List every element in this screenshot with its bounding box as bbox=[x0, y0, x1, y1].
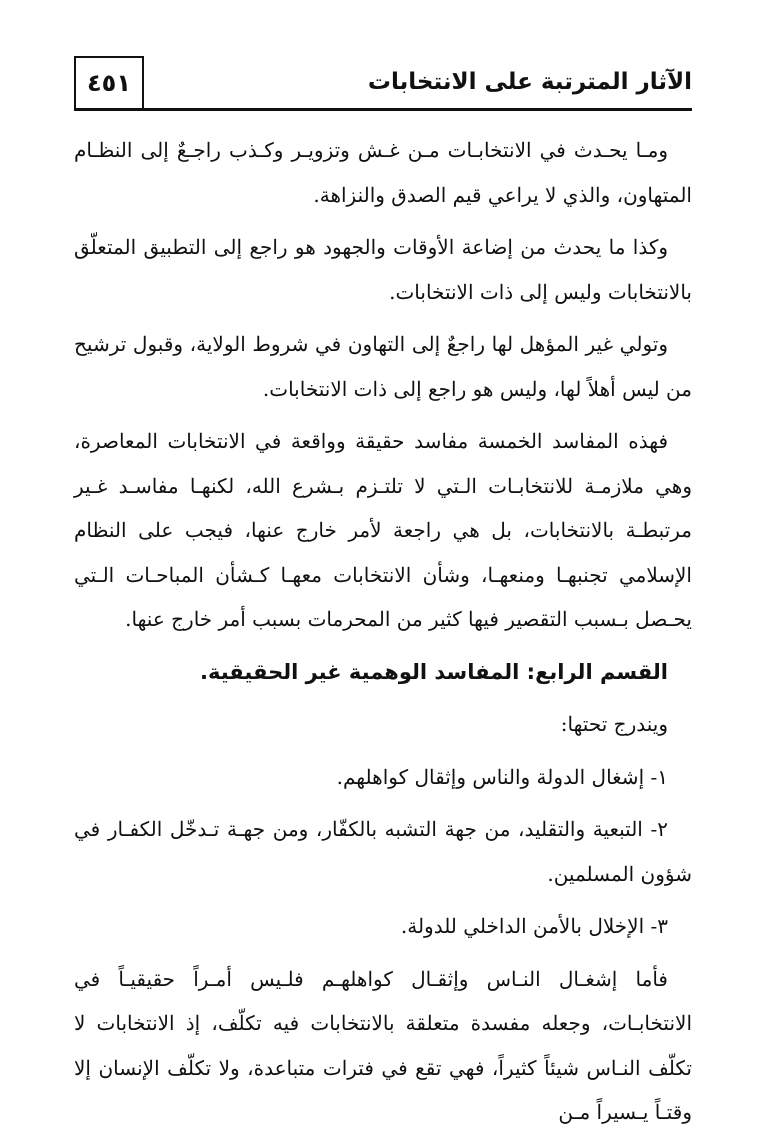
list-item: ١- إشغال الدولة والناس وإثقال كواهلهم. bbox=[336, 764, 668, 789]
header-rule bbox=[74, 108, 692, 111]
section-heading: القسم الرابع: المفاسد الوهمية غير الحقيقية. bbox=[200, 659, 668, 684]
paragraph-time-waste: وكذا ما يحدث من إضاعة الأوقات والجهود هو راجع إلى التطبيق المتعلّق بالانتخابات وليس إلى ذات الانتخابات. bbox=[74, 235, 692, 304]
paragraph-fraud: ومـا يحـدث في الانتخابـات مـن غـش وتزويـر وكـذب راجـعٌ إلى النظـام المتهاون، والذي لا يراعي قيم الصدق والنزاهة. bbox=[74, 138, 692, 207]
page-header bbox=[74, 56, 692, 112]
list-item: ٢- التبعية والتقليد، من جهة التشبه بالكفّار، ومن جهـة تـدخّل الكفـار في شؤون المسلمين. bbox=[74, 817, 692, 886]
paragraph-unqualified: وتولي غير المؤهل لها راجعٌ إلى التهاون في شروط الولاية، وقبول ترشيح من ليس أهلاً لها، وليس هو راجع إلى ذات الانتخابات. bbox=[74, 332, 692, 401]
paragraph-summary: فهذه المفاسد الخمسة مفاسد حقيقة وواقعة في الانتخابات المعاصرة، وهي ملازمـة للانتخابـات الـتي لا تلتـزم بـشرع الله، لكنهـا مفاسـد غـير مرتبطـة بالانتخابات، بل هي راجعة لأمر خارج عنها، فيجب على النظام الإسلامي تجنبهـا ومنعهـا، وشأن الانتخابات معهـا كـشأن المباحـات الـتي يحـصل بـسبب التقصير فيها كثير من المحرمات بسبب أمر خارج عنها. bbox=[74, 429, 692, 631]
page-number: ٤٥١ bbox=[87, 69, 131, 97]
running-title: الآثار المترتبة على الانتخابات bbox=[367, 69, 692, 95]
paragraph-closing: فأما إشغـال النـاس وإثقـال كواهلهـم فلـيس أمـراً حقيقيـاً في الانتخابـات، وجعله مفسدة متعلقة بالانتخابات فيه تكلّف، إذ الانتخابات لا تكلّف النـاس شيئاً كثيراً، فهي تقع في فترات متباعدة، ولا تكلّف الإنسان إلا وقتـاً يـسيراً مـن bbox=[74, 966, 692, 1124]
list-item: ٣- الإخلال بالأمن الداخلي للدولة. bbox=[400, 914, 668, 938]
page-body bbox=[74, 128, 692, 1143]
page-number-box bbox=[74, 56, 144, 110]
intro-line: ويندرج تحتها: bbox=[560, 712, 668, 736]
